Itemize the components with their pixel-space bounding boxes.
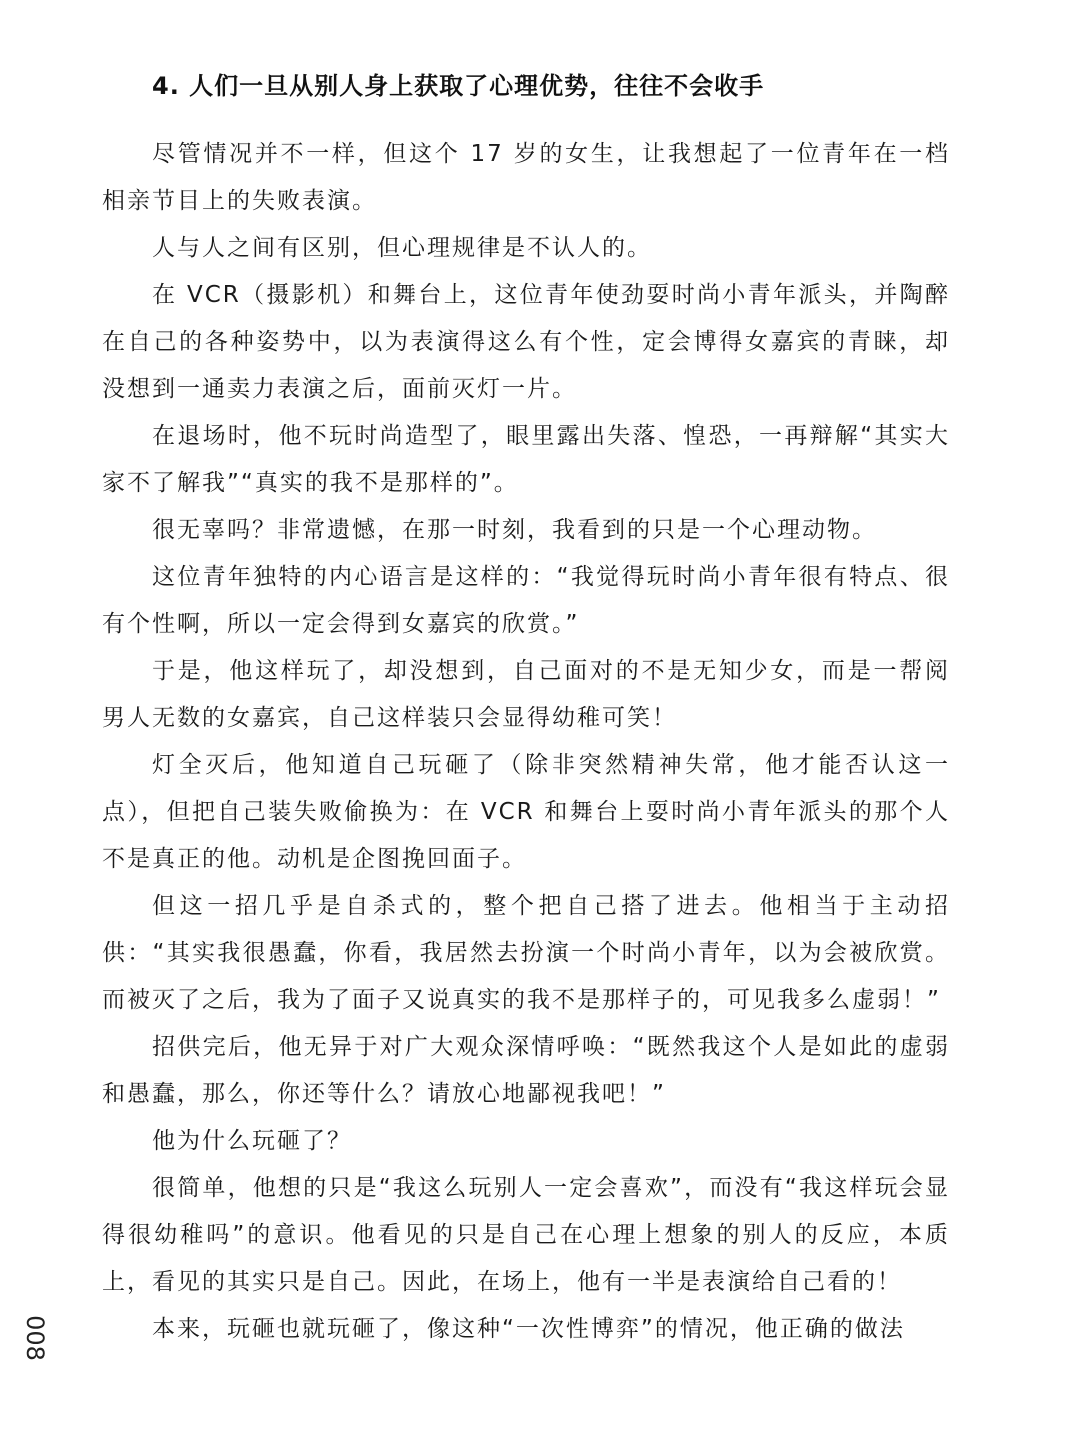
paragraph: 招供完后，他无异于对广大观众深情呼唤：“既然我这个人是如此的虚弱和愚蠢，那么，你还等什么？请放心地鄙视我吧！”	[102, 1034, 950, 1107]
paragraph: 在退场时，他不玩时尚造型了，眼里露出失落、惶恐，一再辩解“其实大家不了解我”“真实的我不是那样的”。	[102, 423, 950, 496]
paragraph: 在 VCR（摄影机）和舞台上，这位青年使劲耍时尚小青年派头，并陶醉在自己的各种姿势中，以为表演得这么有个性，定会博得女嘉宾的青睐，却没想到一通卖力表演之后，面前灭灯一片。	[102, 282, 950, 402]
paragraph: 这位青年独特的内心语言是这样的：“我觉得玩时尚小青年很有特点、很有个性啊，所以一定会得到女嘉宾的欣赏。”	[102, 564, 950, 637]
paragraph: 尽管情况并不一样，但这个 17 岁的女生，让我想起了一位青年在一档相亲节目上的失败表演。	[102, 141, 950, 214]
section-heading: 4. 人们一旦从别人身上获取了心理优势，往往不会收手	[152, 72, 765, 100]
body-text	[102, 131, 950, 1353]
paragraph: 灯全灭后，他知道自己玩砸了（除非突然精神失常，他才能否认这一点），但把自己装失败偷换为：在 VCR 和舞台上耍时尚小青年派头的那个人不是真正的他。动机是企图挽回面子。	[102, 752, 950, 872]
paragraph: 于是，他这样玩了，却没想到，自己面对的不是无知少女，而是一帮阅男人无数的女嘉宾，自己这样装只会显得幼稚可笑！	[102, 658, 950, 731]
paragraph: 人与人之间有区别，但心理规律是不认人的。	[152, 235, 652, 261]
paragraph: 但这一招几乎是自杀式的，整个把自己搭了进去。他相当于主动招供：“其实我很愚蠢，你看，我居然去扮演一个时尚小青年，以为会被欣赏。而被灭了之后，我为了面子又说真实的我不是那样子的，可见我多么虚弱！”	[102, 893, 950, 1013]
paragraph: 他为什么玩砸了？	[152, 1128, 352, 1154]
paragraph: 很简单，他想的只是“我这么玩别人一定会喜欢”，而没有“我这样玩会显得很幼稚吗”的意识。他看见的只是自己在心理上想象的别人的反应，本质上，看见的其实只是自己。因此，在场上，他有一半是表演给自己看的！	[102, 1175, 950, 1295]
page-number: 008	[21, 1315, 49, 1361]
paragraph: 本来，玩砸也就玩砸了，像这种“一次性博弈”的情况，他正确的做法	[152, 1316, 905, 1342]
paragraph: 很无辜吗？非常遗憾，在那一时刻，我看到的只是一个心理动物。	[152, 517, 877, 543]
